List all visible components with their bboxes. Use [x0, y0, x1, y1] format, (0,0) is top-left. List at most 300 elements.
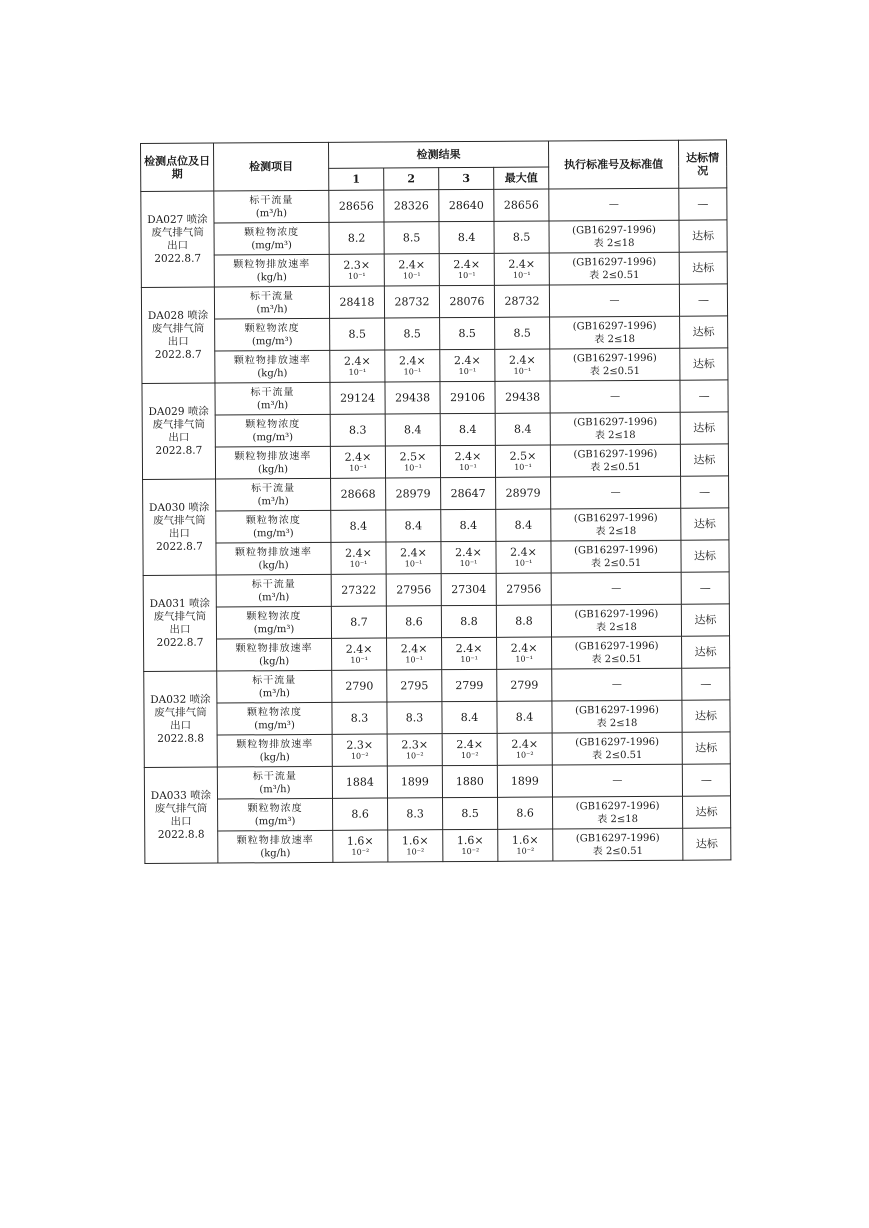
standard-line: —	[608, 199, 619, 211]
item-unit: (m³/h)	[257, 399, 289, 411]
rate-exponent: 10⁻¹	[512, 270, 531, 280]
rate-mantissa: 2.4×	[345, 642, 373, 656]
rate-mantissa: 2.4×	[343, 354, 371, 368]
rate-exponent: 10⁻¹	[349, 463, 367, 473]
rate-exponent: 10⁻²	[405, 751, 424, 761]
rate-value-cell	[441, 541, 496, 573]
rate-value-cell	[332, 734, 387, 766]
run-value-cell: 8.4	[442, 701, 497, 733]
site-date-cell	[142, 383, 216, 479]
standard-line: 表 2≤18	[597, 813, 639, 825]
table-body	[141, 188, 731, 864]
run-value-cell: 8.3	[388, 798, 443, 830]
rate-exponent: 10⁻¹	[347, 271, 366, 281]
header-item: 检测项目	[214, 142, 329, 191]
header-site-date: 检测点位及日期	[141, 143, 214, 191]
rate-mantissa: 2.5×	[509, 449, 537, 463]
standard-cell	[551, 604, 681, 637]
standard-line: (GB16297-1996)	[575, 800, 660, 812]
item-name: 颗粒物浓度	[245, 418, 301, 430]
site-line: 出口	[169, 623, 191, 636]
item-name: 颗粒物排放速率	[234, 546, 313, 558]
item-unit: (mg/m³)	[253, 527, 294, 539]
item-cell	[217, 734, 332, 767]
rate-mantissa: 2.3×	[343, 258, 371, 272]
table-row	[142, 412, 728, 448]
rate-mantissa: 2.4×	[454, 449, 482, 464]
rate-value-cell	[443, 829, 498, 861]
item-cell	[216, 574, 331, 607]
rate-mantissa: 1.6×	[456, 833, 484, 848]
rate-exponent: 10⁻¹	[403, 367, 422, 377]
rate-value-cell	[388, 830, 443, 862]
run-value-cell: 28979	[386, 478, 441, 510]
rate-value-cell	[330, 446, 385, 478]
table-row	[143, 572, 729, 608]
item-cell	[217, 638, 332, 671]
rate-mantissa: 2.4×	[508, 257, 536, 271]
max-value-cell: 27956	[496, 573, 551, 605]
standard-line: —	[610, 487, 621, 499]
standard-line: (GB16297-1996)	[573, 416, 658, 428]
standard-line: (GB16297-1996)	[574, 608, 659, 620]
item-name: 标干流量	[252, 770, 297, 782]
header-run-2: 2	[384, 168, 439, 190]
standard-line: 表 2≤18	[595, 525, 637, 537]
item-unit: (m³/h)	[255, 207, 288, 219]
rate-value-cell	[442, 637, 497, 669]
max-value-cell: 8.6	[498, 797, 553, 829]
standard-line: 表 2≤0.51	[589, 365, 641, 377]
rate-value-cell	[384, 254, 439, 286]
standard-cell	[552, 764, 682, 797]
item-cell	[214, 254, 329, 287]
site-line: 2022.8.7	[154, 348, 202, 361]
site-date-cell	[141, 287, 215, 383]
header-results: 检测结果	[328, 141, 548, 168]
standard-line: 表 2≤0.51	[592, 845, 643, 857]
table-row	[143, 508, 729, 544]
item-name: 标干流量	[252, 674, 297, 686]
standard-cell	[549, 252, 679, 285]
run-value-cell: 28640	[439, 189, 494, 221]
max-value-cell: 28656	[494, 189, 549, 221]
table-row	[144, 636, 730, 672]
rate-exponent: 10⁻¹	[513, 366, 532, 376]
site-line: 出口	[168, 527, 190, 540]
rate-exponent: 10⁻¹	[405, 655, 423, 665]
compliance-cell: —	[681, 572, 729, 604]
standard-cell	[550, 412, 680, 445]
max-value-cell: 28732	[494, 285, 549, 317]
run-value-cell: 27322	[331, 574, 386, 606]
max-value-cell: 8.5	[495, 317, 550, 349]
site-line: 废气排气筒	[151, 322, 205, 335]
table-row	[141, 284, 727, 320]
table-row	[142, 316, 728, 352]
run-value-cell: 8.4	[385, 414, 440, 446]
item-unit: (m³/h)	[257, 495, 289, 507]
standard-cell	[552, 700, 682, 733]
item-cell	[214, 222, 329, 255]
rate-mantissa: 1.6×	[401, 834, 429, 848]
item-cell	[214, 286, 329, 319]
item-name: 标干流量	[249, 194, 294, 206]
rate-value-cell	[439, 253, 494, 285]
rate-mantissa: 2.4×	[455, 545, 482, 560]
compliance-cell: 达标	[683, 828, 731, 860]
run-value-cell: 8.6	[333, 798, 388, 830]
max-value-cell: 8.4	[497, 701, 552, 733]
run-value-cell: 8.4	[439, 221, 494, 253]
standard-line: —	[609, 295, 620, 307]
rate-mantissa: 2.4×	[511, 737, 539, 751]
standard-line: (GB16297-1996)	[574, 544, 658, 556]
standard-cell	[552, 636, 682, 669]
table-row	[144, 764, 730, 800]
run-value-cell: 8.5	[440, 317, 495, 349]
rate-value-cell	[333, 830, 388, 862]
standard-line: (GB16297-1996)	[573, 512, 658, 524]
run-value-cell: 8.3	[330, 414, 385, 446]
item-unit: (m³/h)	[256, 303, 288, 315]
table-row	[142, 348, 728, 384]
rate-value-cell	[495, 445, 550, 477]
run-value-cell: 8.4	[440, 413, 495, 445]
standard-line: —	[612, 775, 623, 787]
standard-cell	[550, 316, 680, 349]
run-value-cell: 28656	[329, 190, 384, 222]
item-name: 标干流量	[251, 482, 296, 494]
rate-mantissa: 2.4×	[398, 258, 426, 272]
item-cell	[217, 766, 332, 799]
max-value-cell: 2799	[497, 669, 552, 701]
site-line: 出口	[167, 239, 189, 252]
standard-line: (GB16297-1996)	[572, 224, 656, 236]
rate-value-cell	[497, 733, 552, 765]
compliance-cell: 达标	[680, 444, 728, 476]
max-value-cell: 28979	[496, 477, 551, 509]
rate-value-cell	[494, 253, 549, 285]
rate-mantissa: 2.5×	[399, 450, 427, 464]
standard-line: 表 2≤0.51	[590, 461, 641, 473]
site-line: 2022.8.7	[156, 540, 203, 553]
rate-exponent: 10⁻²	[516, 846, 535, 856]
rate-value-cell	[385, 446, 440, 478]
site-line: 废气排气筒	[151, 226, 204, 239]
item-name: 颗粒物浓度	[246, 610, 302, 622]
table-row	[144, 700, 730, 736]
rate-exponent: 10⁻¹	[459, 558, 478, 569]
standard-line: (GB16297-1996)	[575, 736, 660, 748]
max-value-cell: 1899	[497, 765, 552, 797]
compliance-cell: 达标	[681, 540, 729, 572]
rate-mantissa: 1.6×	[346, 834, 374, 848]
rate-value-cell	[497, 637, 552, 669]
rate-exponent: 10⁻²	[350, 751, 369, 761]
item-cell	[216, 510, 331, 543]
standard-cell	[552, 732, 682, 765]
item-name: 标干流量	[249, 290, 294, 302]
standard-line: —	[610, 391, 621, 403]
rate-mantissa: 2.4×	[398, 354, 426, 368]
standard-line: 表 2≤0.51	[589, 269, 640, 281]
site-date-cell	[144, 671, 218, 767]
compliance-cell: 达标	[681, 508, 729, 540]
max-value-cell: 8.4	[495, 413, 550, 445]
item-name: 颗粒物浓度	[244, 322, 300, 334]
rate-value-cell	[496, 541, 551, 573]
rate-mantissa: 2.4×	[510, 545, 537, 559]
site-date-cell	[143, 575, 217, 671]
item-unit: (mg/m³)	[253, 623, 295, 635]
rate-mantissa: 2.4×	[400, 546, 427, 560]
item-cell	[218, 798, 333, 831]
run-value-cell: 8.3	[332, 702, 387, 734]
standard-cell	[550, 444, 680, 477]
compliance-cell: —	[679, 188, 727, 220]
site-line: DA029 喷涂	[148, 405, 209, 418]
run-value-cell: 1884	[332, 766, 387, 798]
rate-exponent: 10⁻²	[406, 847, 425, 857]
run-value-cell: 29124	[330, 382, 385, 414]
run-value-cell: 8.4	[441, 509, 496, 541]
table-row	[142, 444, 728, 480]
compliance-cell: 达标	[680, 348, 728, 380]
site-line: DA031 喷涂	[149, 597, 211, 610]
rate-mantissa: 2.4×	[400, 642, 428, 656]
rate-value-cell	[330, 350, 385, 382]
site-line: 出口	[167, 335, 189, 348]
item-name: 颗粒物浓度	[246, 706, 303, 718]
item-unit: (mg/m³)	[254, 719, 295, 731]
standard-cell	[553, 796, 683, 829]
rate-value-cell	[385, 350, 440, 382]
compliance-cell: —	[682, 764, 730, 796]
rate-mantissa: 2.4×	[453, 257, 481, 272]
table-row	[141, 220, 727, 256]
standard-cell	[551, 476, 681, 509]
rate-exponent: 10⁻¹	[350, 655, 368, 665]
item-unit: (kg/h)	[259, 655, 290, 667]
rate-mantissa: 2.3×	[401, 738, 429, 752]
standard-line: (GB16297-1996)	[573, 448, 658, 460]
max-value-cell: 8.8	[496, 605, 551, 637]
run-value-cell: 8.4	[331, 510, 386, 542]
site-line: 废气排气筒	[153, 610, 207, 623]
item-name: 颗粒物浓度	[244, 226, 300, 238]
site-line: DA028 喷涂	[147, 309, 209, 322]
table-row	[145, 796, 731, 832]
rate-mantissa: 2.4×	[455, 641, 483, 656]
site-line: 2022.8.7	[155, 444, 203, 457]
item-cell	[215, 446, 330, 479]
rate-mantissa: 2.4×	[456, 737, 484, 752]
item-name: 颗粒物浓度	[245, 514, 301, 526]
run-value-cell: 28732	[384, 286, 439, 318]
standard-cell	[550, 348, 680, 381]
rate-exponent: 10⁻¹	[515, 654, 533, 664]
run-value-cell: 2790	[332, 670, 387, 702]
standard-line: 表 2≤18	[596, 717, 638, 729]
item-name: 颗粒物排放速率	[233, 258, 311, 270]
rate-value-cell	[387, 734, 442, 766]
rate-value-cell	[440, 349, 495, 381]
compliance-cell: 达标	[679, 252, 727, 284]
item-cell	[215, 414, 330, 447]
standard-cell	[553, 828, 683, 861]
rate-value-cell	[498, 829, 553, 861]
run-value-cell: 8.5	[385, 318, 440, 350]
rate-exponent: 10⁻¹	[514, 558, 533, 568]
item-name: 颗粒物排放速率	[234, 450, 312, 462]
run-value-cell: 27956	[386, 574, 441, 606]
item-cell	[217, 702, 332, 735]
compliance-cell: 达标	[681, 604, 729, 636]
site-line: 2022.8.8	[157, 828, 205, 841]
run-value-cell: 29438	[385, 382, 440, 414]
standard-line: (GB16297-1996)	[575, 704, 659, 716]
run-value-cell: 8.8	[441, 605, 496, 637]
rate-exponent: 10⁻²	[460, 750, 479, 761]
standard-line: 表 2≤0.51	[590, 557, 642, 569]
run-value-cell: 27304	[441, 573, 496, 605]
compliance-cell: 达标	[680, 412, 728, 444]
run-value-cell: 8.4	[386, 510, 441, 542]
compliance-cell: 达标	[683, 796, 731, 828]
site-line: 2022.8.7	[156, 636, 204, 649]
compliance-cell: 达标	[679, 220, 727, 252]
item-name: 标干流量	[250, 386, 295, 398]
run-value-cell: 8.5	[443, 797, 498, 829]
standard-line: (GB16297-1996)	[572, 256, 657, 268]
run-value-cell: 28076	[439, 285, 494, 317]
site-date-cell	[143, 479, 217, 575]
item-name: 颗粒物排放速率	[235, 642, 313, 654]
standard-line: 表 2≤18	[596, 621, 637, 633]
standard-line: (GB16297-1996)	[572, 320, 657, 332]
run-value-cell: 8.3	[387, 702, 442, 734]
table-row	[142, 380, 728, 416]
site-line: 出口	[168, 431, 190, 444]
max-value-cell: 29438	[495, 381, 550, 413]
item-unit: (mg/m³)	[251, 239, 292, 251]
rate-mantissa: 2.4×	[344, 450, 372, 464]
item-unit: (kg/h)	[257, 367, 288, 379]
run-value-cell: 2795	[387, 670, 442, 702]
site-date-cell	[144, 767, 218, 863]
table-row	[143, 604, 729, 640]
rate-exponent: 10⁻¹	[460, 654, 478, 665]
header-compliance: 达标情况	[678, 140, 726, 188]
item-cell	[216, 478, 331, 511]
table-row	[141, 252, 727, 288]
table-row	[144, 668, 730, 704]
run-value-cell: 8.5	[330, 318, 385, 350]
site-line: DA033 喷涂	[150, 789, 212, 802]
item-name: 颗粒物排放速率	[236, 738, 314, 750]
standard-line: —	[611, 583, 622, 595]
site-line: DA030 喷涂	[148, 501, 210, 514]
item-unit: (mg/m³)	[254, 815, 296, 827]
site-line: DA032 喷涂	[150, 693, 211, 706]
max-value-cell: 8.4	[496, 509, 551, 541]
site-line: 废气排气筒	[152, 418, 206, 431]
rate-value-cell	[440, 445, 495, 477]
item-unit: (m³/h)	[258, 591, 290, 603]
rate-value-cell	[332, 638, 387, 670]
compliance-cell: 达标	[682, 700, 730, 732]
item-cell	[215, 382, 330, 415]
item-name: 颗粒物排放速率	[236, 834, 314, 846]
site-line: 废气排气筒	[154, 802, 208, 815]
site-line: DA027 喷涂	[147, 213, 208, 226]
rate-mantissa: 2.4×	[508, 353, 536, 367]
item-cell	[217, 670, 332, 703]
rate-mantissa: 2.4×	[453, 353, 481, 368]
item-name: 标干流量	[251, 578, 296, 590]
rate-exponent: 10⁻¹	[348, 367, 367, 377]
rate-value-cell	[386, 542, 441, 574]
item-unit: (mg/m³)	[251, 335, 293, 347]
site-line: 废气排气筒	[154, 706, 207, 719]
standard-cell	[549, 188, 679, 221]
compliance-cell: —	[680, 380, 728, 412]
standard-line: 表 2≤18	[593, 237, 635, 249]
standard-line: 表 2≤0.51	[592, 749, 643, 761]
site-date-cell	[141, 191, 215, 287]
run-value-cell: 8.7	[331, 606, 386, 638]
standard-line: (GB16297-1996)	[574, 640, 659, 652]
item-cell	[214, 190, 329, 223]
standard-cell	[551, 540, 681, 573]
table-row	[141, 188, 727, 224]
compliance-cell: —	[682, 668, 730, 700]
compliance-cell: 达标	[680, 316, 728, 348]
item-unit: (kg/h)	[258, 559, 289, 571]
item-unit: (mg/m³)	[252, 431, 294, 443]
site-line: 出口	[170, 719, 192, 732]
standard-line: (GB16297-1996)	[572, 352, 657, 364]
run-value-cell: 28668	[331, 478, 386, 510]
run-value-cell: 8.2	[329, 222, 384, 254]
max-value-cell: 8.5	[494, 221, 549, 253]
rate-exponent: 10⁻²	[351, 847, 370, 857]
rate-value-cell	[495, 349, 550, 381]
standard-line: 表 2≤18	[594, 429, 636, 441]
rate-value-cell	[329, 254, 384, 286]
standard-line: 表 2≤18	[594, 333, 636, 345]
header-standard: 执行标准号及标准值	[548, 140, 678, 189]
compliance-cell: 达标	[682, 732, 730, 764]
monitoring-results-table	[140, 139, 731, 864]
rate-exponent: 10⁻¹	[404, 463, 422, 473]
site-line: 2022.8.8	[157, 732, 205, 745]
run-value-cell: 28326	[384, 190, 439, 222]
site-line: 废气排气筒	[153, 514, 206, 527]
standard-line: 表 2≤0.51	[591, 653, 642, 665]
item-cell	[216, 606, 331, 639]
item-unit: (kg/h)	[260, 847, 291, 859]
table-row	[143, 540, 729, 576]
rate-value-cell	[387, 638, 442, 670]
standard-cell	[552, 668, 682, 701]
run-value-cell: 1880	[442, 765, 497, 797]
standard-cell	[551, 508, 681, 541]
item-unit: (kg/h)	[257, 463, 289, 475]
rate-value-cell	[331, 542, 386, 574]
rate-mantissa: 1.6×	[511, 833, 539, 847]
